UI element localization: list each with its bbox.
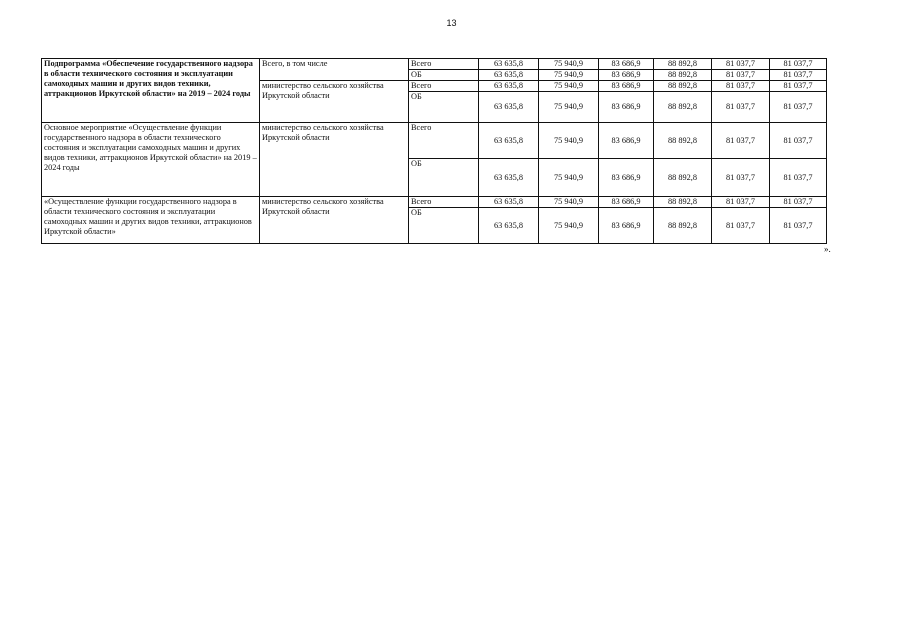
main-activity-name: Основное мероприятие «Осуществление функции государственного надзора в области технического состояния и эксплуатации самоходных машин и других видов техники, аттракционов Иркутской области» на 2019 – 2024 годы [42,123,260,197]
funding-source: ОБ [409,159,479,197]
value-cell: 75 940,9 [539,70,599,81]
table-row [42,197,827,208]
value-cell: 75 940,9 [539,81,599,92]
value-cell: 63 635,8 [479,208,539,244]
executor-cell: министерство сельского хозяйства Иркутской области [260,197,409,244]
funding-source: ОБ [409,208,479,244]
value-cell: 88 892,8 [654,70,712,81]
value-cell: 75 940,9 [539,123,599,159]
table-row [42,59,827,70]
value-cell: 81 037,7 [770,208,827,244]
value-cell: 75 940,9 [539,59,599,70]
executor-cell: министерство сельского хозяйства Иркутской области [260,123,409,197]
page-number: 13 [446,18,457,28]
value-cell: 83 686,9 [599,197,654,208]
value-cell: 63 635,8 [479,70,539,81]
funding-table [41,58,827,244]
funding-source: Всего [409,197,479,208]
value-cell: 81 037,7 [770,81,827,92]
value-cell: 88 892,8 [654,59,712,70]
value-cell: 75 940,9 [539,92,599,123]
subprogram-name: Подпрограмма «Обеспечение государственного надзора в области технического состояния и эксплуатации самоходных машин и других видов техники, аттракционов Иркутской области» на 2019 – 2024 годы [42,59,260,123]
funding-source: ОБ [409,70,479,81]
value-cell: 83 686,9 [599,159,654,197]
value-cell: 83 686,9 [599,123,654,159]
value-cell: 83 686,9 [599,208,654,244]
closing-quote: ». [824,244,831,254]
value-cell: 81 037,7 [712,70,770,81]
value-cell: 63 635,8 [479,123,539,159]
value-cell: 63 635,8 [479,59,539,70]
funding-source: ОБ [409,92,479,123]
value-cell: 83 686,9 [599,70,654,81]
value-cell: 88 892,8 [654,159,712,197]
funding-source: Всего [409,81,479,92]
value-cell: 81 037,7 [712,208,770,244]
value-cell: 81 037,7 [712,81,770,92]
value-cell: 81 037,7 [770,123,827,159]
value-cell: 88 892,8 [654,208,712,244]
value-cell: 88 892,8 [654,92,712,123]
value-cell: 81 037,7 [770,159,827,197]
value-cell: 75 940,9 [539,159,599,197]
executor-cell: министерство сельского хозяйства Иркутской области [260,81,409,123]
value-cell: 81 037,7 [712,92,770,123]
value-cell: 63 635,8 [479,81,539,92]
value-cell: 63 635,8 [479,197,539,208]
value-cell: 88 892,8 [654,123,712,159]
funding-source: Всего [409,123,479,159]
value-cell: 75 940,9 [539,197,599,208]
funding-source: Всего [409,59,479,70]
value-cell: 81 037,7 [712,159,770,197]
value-cell: 83 686,9 [599,59,654,70]
value-cell: 81 037,7 [770,197,827,208]
value-cell: 81 037,7 [712,197,770,208]
value-cell: 75 940,9 [539,208,599,244]
value-cell: 81 037,7 [712,123,770,159]
value-cell: 83 686,9 [599,81,654,92]
table-row [42,123,827,159]
activity-name: «Осуществление функции государственного надзора в области технического состояния и эксплуатации самоходных машин и других видов техники, аттракционов Иркутской области» [42,197,260,244]
executor-cell: Всего, в том числе [260,59,409,81]
value-cell: 63 635,8 [479,159,539,197]
value-cell: 81 037,7 [770,92,827,123]
value-cell: 81 037,7 [712,59,770,70]
value-cell: 63 635,8 [479,92,539,123]
value-cell: 81 037,7 [770,59,827,70]
value-cell: 81 037,7 [770,70,827,81]
value-cell: 83 686,9 [599,92,654,123]
value-cell: 88 892,8 [654,197,712,208]
value-cell: 88 892,8 [654,81,712,92]
